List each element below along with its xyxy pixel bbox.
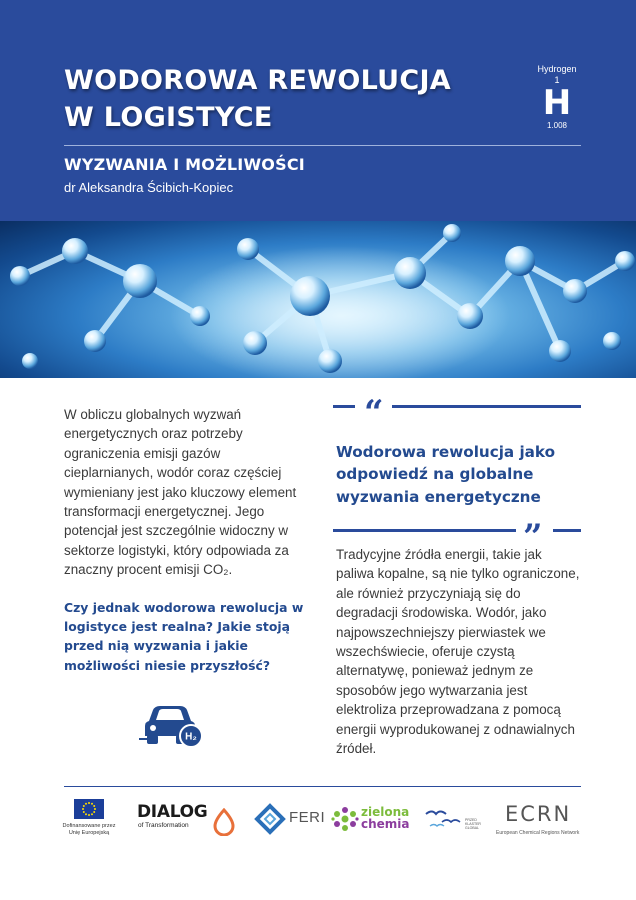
body-paragraph: Tradycyjne źródła energii, takie jak paliwa kopalne, są nie tylko ograniczone, ale również przyczyniają się do degradacji środowiska. Wodór, jako najpowszechniejszy pierwiastek we wszechświecie, oferuje czystą alternatywę, ponieważ jednym ze sposobów jego wytwarzania jest elektroliza przeprowadzana z pomocą energii wyprodukowanej z odnawialnych źródeł. <box>336 547 580 757</box>
zielona-logo-text: zielona <box>361 805 410 819</box>
hero-molecule-image <box>0 221 636 378</box>
footer-divider <box>64 786 581 787</box>
left-column <box>64 405 304 675</box>
quote-line-top-left <box>333 405 355 408</box>
eu-flag-logo <box>74 799 104 819</box>
pull-quote: Wodorowa rewolucja jako odpowiedź na globalne wyzwania energetyczne <box>336 443 556 506</box>
quote-line-bottom-right <box>553 529 581 532</box>
h2-badge: H₂ <box>185 731 197 743</box>
ecrn-logo-text: ECRN <box>505 802 572 826</box>
page-title <box>64 62 494 136</box>
hydrogen-car-icon <box>139 702 205 753</box>
title-line-2: W LOGISTYCE <box>64 102 273 133</box>
feri-logo-icon <box>254 803 286 840</box>
periodic-element-hydrogen <box>532 64 582 132</box>
element-number: 1 <box>554 75 560 85</box>
chemia-logo-text: chemia <box>361 817 410 831</box>
intro-paragraph: W obliczu globalnych wyzwań energetycznych oraz potrzeby ograniczenia emisji gazów cieplarnianych, wodór coraz częściej wymieniany jest jako kluczowy element transformacji energetycznej. Jego potencjał jest szczególnie widoczny w sektorze logistyki, który odpowiada za znaczny procent emisji CO₂. <box>64 407 297 578</box>
molecule-illustration <box>0 221 636 378</box>
element-symbol: H <box>542 83 572 123</box>
element-name: Hydrogen <box>537 64 577 74</box>
element-mass: 1.008 <box>546 121 568 130</box>
zielona-chemia-dots-icon <box>330 804 360 839</box>
birds-logo-caption: PRZED KLASTER GLOBAL <box>465 818 481 830</box>
header-divider <box>64 145 581 146</box>
author: dr Aleksandra Ścibich-Kopiec <box>64 180 234 195</box>
quote-close-icon: ” <box>523 523 543 547</box>
dialog-logo-subtext: of Transformation <box>138 822 189 829</box>
question-paragraph: Czy jednak wodorowa rewolucja w logistyce jest realna? Jakie stoją przed nią wyzwania i jakie możliwości niesie przyszłość? <box>64 599 304 673</box>
quote-open-icon: “ <box>364 399 384 423</box>
subtitle: WYZWANIA I MOŻLIWOŚCI <box>64 155 305 174</box>
feri-logo-text: FERI <box>289 809 326 826</box>
quote-line-bottom-left <box>333 529 516 532</box>
dialog-logo-text: DIALOG <box>137 802 208 822</box>
dialog-drop-icon <box>211 808 237 841</box>
title-line-1: WODOROWA REWOLUCJA <box>64 65 451 96</box>
ecrn-logo-subtext: European Chemical Regions Network <box>496 830 580 836</box>
quote-line-top-right <box>392 405 581 408</box>
eu-caption: Dofinansowane przez Unię Europejską <box>62 823 116 836</box>
birds-logo-icon <box>424 806 464 837</box>
header-banner <box>0 0 636 221</box>
